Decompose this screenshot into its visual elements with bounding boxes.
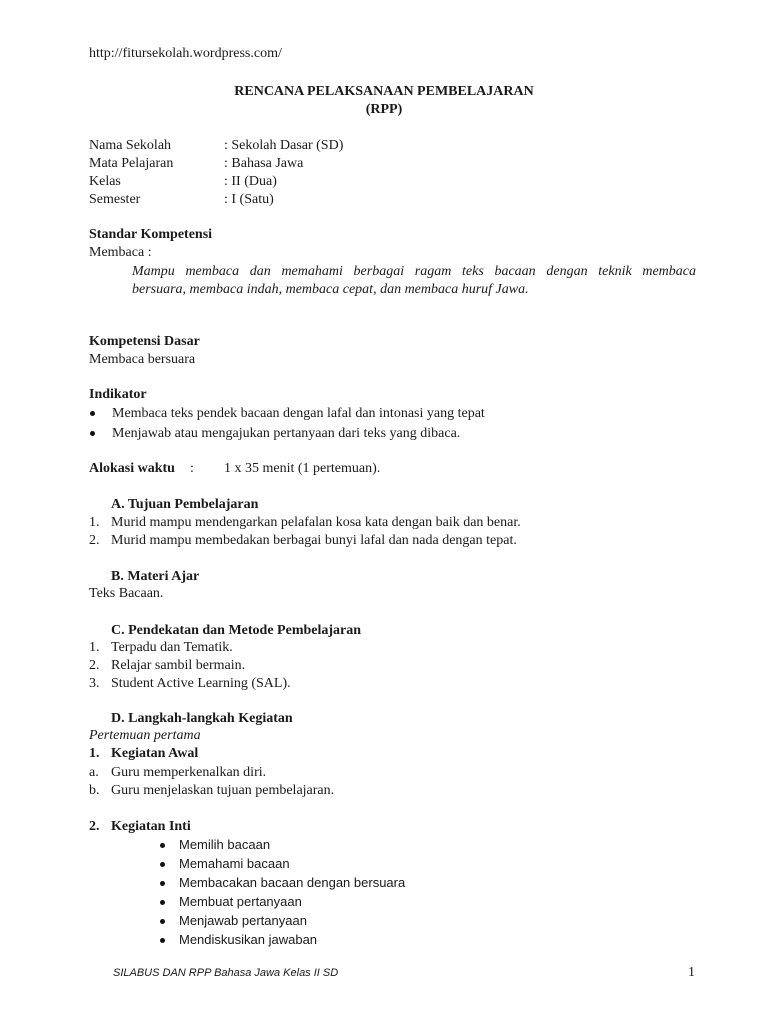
list-item: Guru memperkenalkan diri. [111, 765, 267, 780]
bullet-icon [90, 411, 95, 416]
alokasi-value: 1 x 35 menit (1 pertemuan). [224, 461, 381, 476]
alokasi-label: Alokasi waktu [89, 461, 175, 476]
section-d-heading: D. Langkah-langkah Kegiatan [111, 711, 293, 726]
bullet-icon [160, 900, 165, 905]
footer-text: SILABUS DAN RPP Bahasa Jawa Kelas II SD [113, 967, 339, 979]
bullet-icon [160, 862, 165, 867]
kompetensi-text: Membaca bersuara [89, 352, 196, 367]
list-item: Murid mampu mendengarkan pelafalan kosa kata dengan baik dan benar. [111, 515, 521, 530]
identity-value: : Bahasa Jawa [224, 156, 304, 171]
list-item: Murid mampu membedakan berbagai bunyi lafal dan nada dengan tepat. [111, 533, 517, 548]
document-title: RENCANA PELAKSANAAN PEMBELAJARAN [234, 84, 534, 99]
identity-value: : I (Satu) [224, 192, 274, 207]
indikator-heading: Indikator [89, 387, 147, 402]
section-c-heading: C. Pendekatan dan Metode Pembelajaran [111, 623, 362, 638]
list-item: Membacakan bacaan dengan bersuara [179, 875, 406, 890]
list-item: Student Active Learning (SAL). [111, 676, 291, 691]
list-item: Terpadu dan Tematik. [111, 640, 233, 655]
list-item: Membuat pertanyaan [179, 894, 302, 909]
standar-sub: Membaca : [89, 245, 152, 260]
kegiatan-inti-heading: Kegiatan Inti [111, 819, 191, 834]
kegiatan-awal-number: 1. [89, 746, 100, 761]
list-letter: b. [89, 783, 100, 798]
list-item: Memilih bacaan [179, 837, 271, 852]
bullet-icon [160, 843, 165, 848]
identity-label: Semester [89, 192, 141, 207]
standar-heading: Standar Kompetensi [89, 227, 213, 242]
header-url[interactable]: http://fitursekolah.wordpress.com/ [89, 46, 282, 61]
list-number: 1. [89, 640, 100, 655]
alokasi-colon: : [190, 461, 194, 476]
list-number: 2. [89, 658, 100, 673]
kegiatan-awal-heading: Kegiatan Awal [111, 746, 199, 761]
identity-label: Nama Sekolah [89, 138, 172, 153]
standar-text-line1: Mampu membaca dan memahami berbagai ragam teks bacaan dengan teknik membaca [132, 264, 696, 279]
section-b-heading: B. Materi Ajar [111, 569, 200, 584]
bullet-icon [160, 919, 165, 924]
standar-text-line2: bersuara, membaca indah, membaca cepat, dan membaca huruf Jawa. [132, 282, 529, 297]
list-number: 3. [89, 676, 100, 691]
identity-label: Kelas [89, 174, 121, 189]
section-d-sub: Pertemuan pertama [89, 728, 201, 743]
document-subtitle: (RPP) [365, 102, 403, 117]
bullet-icon [160, 881, 165, 886]
bullet-icon [90, 431, 95, 436]
list-item: Menjawab pertanyaan [179, 913, 307, 928]
identity-value: : Sekolah Dasar (SD) [224, 138, 344, 153]
list-item: Relajar sambil bermain. [111, 658, 246, 673]
identity-label: Mata Pelajaran [89, 156, 174, 171]
section-b-text: Teks Bacaan. [89, 586, 164, 601]
kegiatan-inti-number: 2. [89, 819, 100, 834]
identity-value: : II (Dua) [224, 174, 277, 189]
list-item: Mendiskusikan jawaban [179, 932, 318, 947]
section-a-heading: A. Tujuan Pembelajaran [111, 497, 259, 512]
indikator-item: Menjawab atau mengajukan pertanyaan dari teks yang dibaca. [112, 426, 461, 441]
list-number: 1. [89, 515, 100, 530]
list-item: Memahami bacaan [179, 856, 290, 871]
indikator-item: Membaca teks pendek bacaan dengan lafal dan intonasi yang tepat [112, 406, 485, 421]
page-number: 1 [688, 965, 695, 980]
list-number: 2. [89, 533, 100, 548]
kompetensi-heading: Kompetensi Dasar [89, 334, 200, 349]
list-letter: a. [89, 765, 99, 780]
bullet-icon [160, 938, 165, 943]
list-item: Guru menjelaskan tujuan pembelajaran. [111, 783, 335, 798]
